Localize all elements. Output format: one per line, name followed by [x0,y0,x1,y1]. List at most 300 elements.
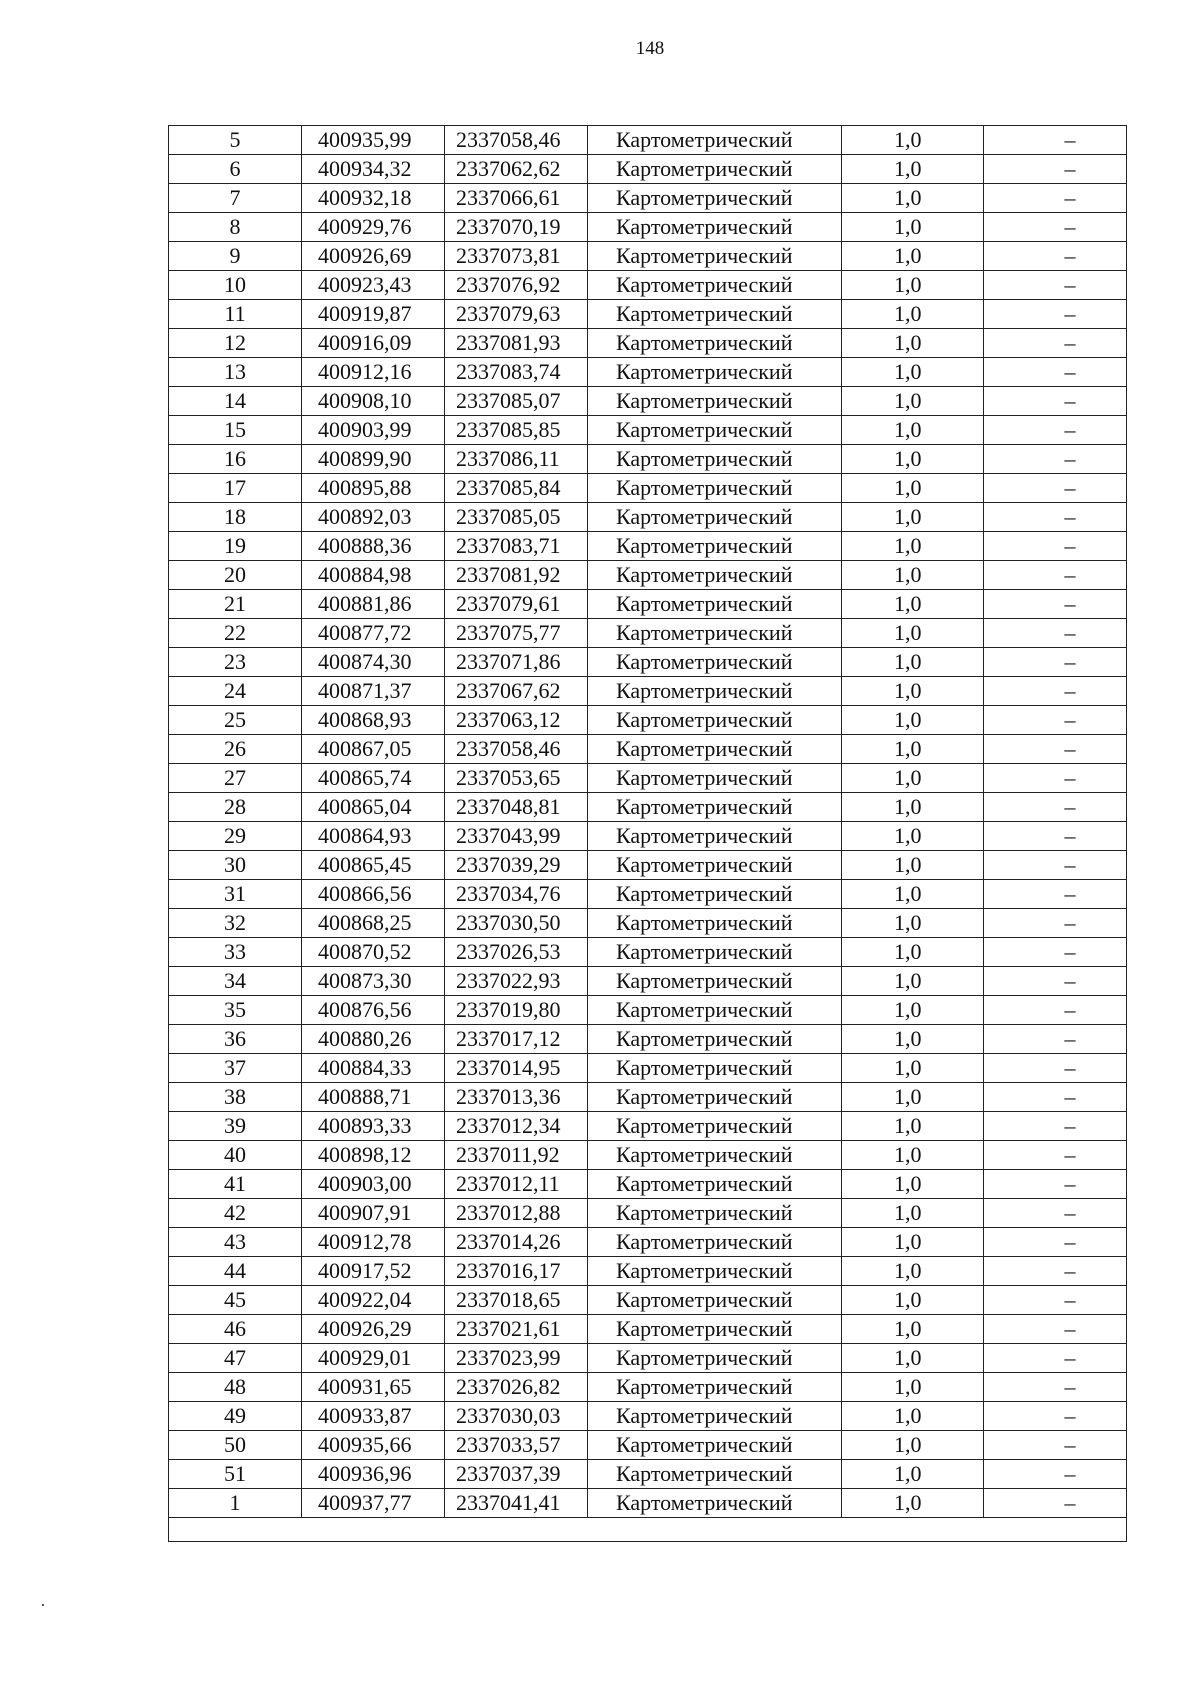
x-coordinate-cell: 400916,09 [302,329,445,358]
point-number-cell: 21 [169,590,302,619]
y-coordinate-cell: 2337014,26 [445,1228,588,1257]
y-coordinate-cell: 2337022,93 [445,967,588,996]
description-cell: – [984,503,1127,532]
precision-cell: 1,0 [842,793,984,822]
precision-cell: 1,0 [842,1460,984,1489]
point-number-cell: 51 [169,1460,302,1489]
point-number-cell: 15 [169,416,302,445]
table-row [169,1489,1127,1518]
y-coordinate-cell: 2337033,57 [445,1431,588,1460]
point-number-cell: 37 [169,1054,302,1083]
method-cell: Картометрический [588,619,842,648]
table-row [169,1112,1127,1141]
method-cell: Картометрический [588,213,842,242]
description-cell: – [984,155,1127,184]
point-number-cell: 36 [169,1025,302,1054]
table-row [169,909,1127,938]
y-coordinate-cell: 2337026,82 [445,1373,588,1402]
method-cell: Картометрический [588,300,842,329]
table-row [169,1228,1127,1257]
x-coordinate-cell: 400877,72 [302,619,445,648]
x-coordinate-cell: 400912,78 [302,1228,445,1257]
x-coordinate-cell: 400865,74 [302,764,445,793]
description-cell: – [984,300,1127,329]
y-coordinate-cell: 2337085,84 [445,474,588,503]
method-cell: Картометрический [588,590,842,619]
description-cell: – [984,1170,1127,1199]
point-number-cell: 34 [169,967,302,996]
point-number-cell: 38 [169,1083,302,1112]
method-cell: Картометрический [588,996,842,1025]
table-row [169,155,1127,184]
method-cell: Картометрический [588,706,842,735]
precision-cell: 1,0 [842,242,984,271]
method-cell: Картометрический [588,851,842,880]
method-cell: Картометрический [588,648,842,677]
description-cell: – [984,851,1127,880]
method-cell: Картометрический [588,1025,842,1054]
precision-cell: 1,0 [842,416,984,445]
method-cell: Картометрический [588,126,842,155]
point-number-cell: 46 [169,1315,302,1344]
y-coordinate-cell: 2337085,07 [445,387,588,416]
precision-cell: 1,0 [842,503,984,532]
method-cell: Картометрический [588,242,842,271]
point-number-cell: 23 [169,648,302,677]
y-coordinate-cell: 2337085,05 [445,503,588,532]
y-coordinate-cell: 2337034,76 [445,880,588,909]
point-number-cell: 28 [169,793,302,822]
method-cell: Картометрический [588,1402,842,1431]
point-number-cell: 12 [169,329,302,358]
y-coordinate-cell: 2337018,65 [445,1286,588,1315]
y-coordinate-cell: 2337085,85 [445,416,588,445]
y-coordinate-cell: 2337075,77 [445,619,588,648]
x-coordinate-cell: 400892,03 [302,503,445,532]
description-cell: – [984,213,1127,242]
point-number-cell: 20 [169,561,302,590]
method-cell: Картометрический [588,1489,842,1518]
y-coordinate-cell: 2337079,61 [445,590,588,619]
precision-cell: 1,0 [842,300,984,329]
method-cell: Картометрический [588,909,842,938]
precision-cell: 1,0 [842,1170,984,1199]
y-coordinate-cell: 2337013,36 [445,1083,588,1112]
x-coordinate-cell: 400876,56 [302,996,445,1025]
point-number-cell: 1 [169,1489,302,1518]
precision-cell: 1,0 [842,1141,984,1170]
method-cell: Картометрический [588,1373,842,1402]
method-cell: Картометрический [588,184,842,213]
table-row [169,416,1127,445]
description-cell: – [984,474,1127,503]
method-cell: Картометрический [588,387,842,416]
precision-cell: 1,0 [842,1228,984,1257]
x-coordinate-cell: 400866,56 [302,880,445,909]
table-row [169,1054,1127,1083]
precision-cell: 1,0 [842,126,984,155]
precision-cell: 1,0 [842,329,984,358]
x-coordinate-cell: 400932,18 [302,184,445,213]
precision-cell: 1,0 [842,561,984,590]
table-row [169,1170,1127,1199]
point-number-cell: 45 [169,1286,302,1315]
table-body [169,126,1127,1542]
table-row [169,996,1127,1025]
table-row [169,532,1127,561]
y-coordinate-cell: 2337086,11 [445,445,588,474]
y-coordinate-cell: 2337012,88 [445,1199,588,1228]
precision-cell: 1,0 [842,474,984,503]
precision-cell: 1,0 [842,967,984,996]
table-row [169,938,1127,967]
y-coordinate-cell: 2337079,63 [445,300,588,329]
table-row [169,1344,1127,1373]
method-cell: Картометрический [588,561,842,590]
description-cell: – [984,967,1127,996]
y-coordinate-cell: 2337058,46 [445,735,588,764]
description-cell: – [984,1460,1127,1489]
precision-cell: 1,0 [842,1112,984,1141]
x-coordinate-cell: 400871,37 [302,677,445,706]
y-coordinate-cell: 2337073,81 [445,242,588,271]
table-row [169,300,1127,329]
point-number-cell: 10 [169,271,302,300]
description-cell: – [984,271,1127,300]
description-cell: – [984,1054,1127,1083]
point-number-cell: 47 [169,1344,302,1373]
method-cell: Картометрический [588,1431,842,1460]
point-number-cell: 5 [169,126,302,155]
y-coordinate-cell: 2337053,65 [445,764,588,793]
description-cell: – [984,996,1127,1025]
blank-row [169,1518,1127,1542]
description-cell: – [984,532,1127,561]
x-coordinate-cell: 400917,52 [302,1257,445,1286]
point-number-cell: 50 [169,1431,302,1460]
description-cell: – [984,184,1127,213]
x-coordinate-cell: 400888,36 [302,532,445,561]
description-cell: – [984,1431,1127,1460]
y-coordinate-cell: 2337063,12 [445,706,588,735]
y-coordinate-cell: 2337012,11 [445,1170,588,1199]
point-number-cell: 49 [169,1402,302,1431]
description-cell: – [984,909,1127,938]
table-row [169,967,1127,996]
method-cell: Картометрический [588,677,842,706]
point-number-cell: 33 [169,938,302,967]
x-coordinate-cell: 400937,77 [302,1489,445,1518]
x-coordinate-cell: 400898,12 [302,1141,445,1170]
point-number-cell: 39 [169,1112,302,1141]
method-cell: Картометрический [588,938,842,967]
point-number-cell: 30 [169,851,302,880]
y-coordinate-cell: 2337017,12 [445,1025,588,1054]
precision-cell: 1,0 [842,880,984,909]
y-coordinate-cell: 2337081,92 [445,561,588,590]
point-number-cell: 9 [169,242,302,271]
table-row [169,503,1127,532]
y-coordinate-cell: 2337043,99 [445,822,588,851]
table-row [169,590,1127,619]
point-number-cell: 7 [169,184,302,213]
method-cell: Картометрический [588,1170,842,1199]
precision-cell: 1,0 [842,1025,984,1054]
precision-cell: 1,0 [842,1054,984,1083]
description-cell: – [984,1199,1127,1228]
y-coordinate-cell: 2337039,29 [445,851,588,880]
description-cell: – [984,126,1127,155]
point-number-cell: 40 [169,1141,302,1170]
table-row [169,329,1127,358]
method-cell: Картометрический [588,1054,842,1083]
method-cell: Картометрический [588,1141,842,1170]
table-row [169,793,1127,822]
x-coordinate-cell: 400865,04 [302,793,445,822]
x-coordinate-cell: 400874,30 [302,648,445,677]
y-coordinate-cell: 2337016,17 [445,1257,588,1286]
precision-cell: 1,0 [842,619,984,648]
y-coordinate-cell: 2337037,39 [445,1460,588,1489]
description-cell: – [984,619,1127,648]
description-cell: – [984,938,1127,967]
precision-cell: 1,0 [842,706,984,735]
description-cell: – [984,1489,1127,1518]
method-cell: Картометрический [588,503,842,532]
description-cell: – [984,590,1127,619]
y-coordinate-cell: 2337083,71 [445,532,588,561]
point-number-cell: 32 [169,909,302,938]
point-number-cell: 19 [169,532,302,561]
method-cell: Картометрический [588,358,842,387]
method-cell: Картометрический [588,967,842,996]
table-row [169,706,1127,735]
y-coordinate-cell: 2337019,80 [445,996,588,1025]
y-coordinate-cell: 2337070,19 [445,213,588,242]
precision-cell: 1,0 [842,271,984,300]
scan-speck [42,1604,44,1606]
table-row [169,648,1127,677]
x-coordinate-cell: 400888,71 [302,1083,445,1112]
y-coordinate-cell: 2337067,62 [445,677,588,706]
precision-cell: 1,0 [842,764,984,793]
description-cell: – [984,561,1127,590]
precision-cell: 1,0 [842,938,984,967]
y-coordinate-cell: 2337081,93 [445,329,588,358]
precision-cell: 1,0 [842,445,984,474]
method-cell: Картометрический [588,1257,842,1286]
y-coordinate-cell: 2337011,92 [445,1141,588,1170]
x-coordinate-cell: 400926,29 [302,1315,445,1344]
page-number: 148 [635,38,665,59]
y-coordinate-cell: 2337083,74 [445,358,588,387]
precision-cell: 1,0 [842,909,984,938]
table-row [169,271,1127,300]
method-cell: Картометрический [588,155,842,184]
table-row [169,445,1127,474]
table-row [169,358,1127,387]
table-row [169,880,1127,909]
table-row [169,735,1127,764]
x-coordinate-cell: 400895,88 [302,474,445,503]
precision-cell: 1,0 [842,1402,984,1431]
point-number-cell: 6 [169,155,302,184]
point-number-cell: 16 [169,445,302,474]
point-number-cell: 13 [169,358,302,387]
method-cell: Картометрический [588,735,842,764]
precision-cell: 1,0 [842,1431,984,1460]
precision-cell: 1,0 [842,155,984,184]
description-cell: – [984,793,1127,822]
description-cell: – [984,358,1127,387]
table-row [169,242,1127,271]
method-cell: Картометрический [588,1286,842,1315]
x-coordinate-cell: 400873,30 [302,967,445,996]
method-cell: Картометрический [588,474,842,503]
description-cell: – [984,735,1127,764]
table-row [169,1286,1127,1315]
y-coordinate-cell: 2337062,62 [445,155,588,184]
y-coordinate-cell: 2337071,86 [445,648,588,677]
table-row [169,1257,1127,1286]
table-row [169,1402,1127,1431]
method-cell: Картометрический [588,329,842,358]
description-cell: – [984,1315,1127,1344]
description-cell: – [984,1402,1127,1431]
x-coordinate-cell: 400880,26 [302,1025,445,1054]
table-row [169,851,1127,880]
table-row [169,1315,1127,1344]
point-number-cell: 35 [169,996,302,1025]
point-number-cell: 29 [169,822,302,851]
y-coordinate-cell: 2337030,50 [445,909,588,938]
description-cell: – [984,1141,1127,1170]
x-coordinate-cell: 400864,93 [302,822,445,851]
precision-cell: 1,0 [842,1489,984,1518]
table-row [169,561,1127,590]
table-row [169,677,1127,706]
precision-cell: 1,0 [842,184,984,213]
point-number-cell: 43 [169,1228,302,1257]
method-cell: Картометрический [588,445,842,474]
table-row [169,1025,1127,1054]
description-cell: – [984,1373,1127,1402]
x-coordinate-cell: 400893,33 [302,1112,445,1141]
method-cell: Картометрический [588,1460,842,1489]
x-coordinate-cell: 400935,99 [302,126,445,155]
method-cell: Картометрический [588,764,842,793]
method-cell: Картометрический [588,793,842,822]
point-number-cell: 24 [169,677,302,706]
description-cell: – [984,1286,1127,1315]
precision-cell: 1,0 [842,532,984,561]
table-row [169,184,1127,213]
description-cell: – [984,764,1127,793]
x-coordinate-cell: 400923,43 [302,271,445,300]
point-number-cell: 44 [169,1257,302,1286]
precision-cell: 1,0 [842,213,984,242]
y-coordinate-cell: 2337048,81 [445,793,588,822]
description-cell: – [984,1025,1127,1054]
table-row [169,822,1127,851]
method-cell: Картометрический [588,1083,842,1112]
table-row [169,213,1127,242]
precision-cell: 1,0 [842,735,984,764]
table-row [169,1431,1127,1460]
x-coordinate-cell: 400884,98 [302,561,445,590]
x-coordinate-cell: 400919,87 [302,300,445,329]
point-number-cell: 22 [169,619,302,648]
method-cell: Картометрический [588,1199,842,1228]
table-row [169,619,1127,648]
precision-cell: 1,0 [842,648,984,677]
table-row [169,387,1127,416]
x-coordinate-cell: 400934,32 [302,155,445,184]
method-cell: Картометрический [588,822,842,851]
description-cell: – [984,329,1127,358]
description-cell: – [984,1257,1127,1286]
method-cell: Картометрический [588,880,842,909]
point-number-cell: 31 [169,880,302,909]
point-number-cell: 14 [169,387,302,416]
point-number-cell: 17 [169,474,302,503]
x-coordinate-cell: 400933,87 [302,1402,445,1431]
point-number-cell: 41 [169,1170,302,1199]
method-cell: Картометрический [588,1344,842,1373]
table-row [169,474,1127,503]
precision-cell: 1,0 [842,1257,984,1286]
precision-cell: 1,0 [842,996,984,1025]
precision-cell: 1,0 [842,358,984,387]
x-coordinate-cell: 400868,25 [302,909,445,938]
blank-cell [169,1518,1127,1542]
table-row [169,1199,1127,1228]
y-coordinate-cell: 2337076,92 [445,271,588,300]
x-coordinate-cell: 400931,65 [302,1373,445,1402]
coordinates-table [168,125,1127,1542]
x-coordinate-cell: 400884,33 [302,1054,445,1083]
precision-cell: 1,0 [842,1286,984,1315]
point-number-cell: 48 [169,1373,302,1402]
point-number-cell: 25 [169,706,302,735]
description-cell: – [984,706,1127,735]
precision-cell: 1,0 [842,851,984,880]
description-cell: – [984,242,1127,271]
point-number-cell: 42 [169,1199,302,1228]
y-coordinate-cell: 2337041,41 [445,1489,588,1518]
x-coordinate-cell: 400903,00 [302,1170,445,1199]
precision-cell: 1,0 [842,1199,984,1228]
point-number-cell: 18 [169,503,302,532]
y-coordinate-cell: 2337023,99 [445,1344,588,1373]
precision-cell: 1,0 [842,1315,984,1344]
method-cell: Картометрический [588,1228,842,1257]
description-cell: – [984,648,1127,677]
x-coordinate-cell: 400868,93 [302,706,445,735]
y-coordinate-cell: 2337058,46 [445,126,588,155]
point-number-cell: 11 [169,300,302,329]
point-number-cell: 27 [169,764,302,793]
x-coordinate-cell: 400881,86 [302,590,445,619]
table-row [169,1460,1127,1489]
method-cell: Картометрический [588,532,842,561]
y-coordinate-cell: 2337026,53 [445,938,588,967]
precision-cell: 1,0 [842,1344,984,1373]
point-number-cell: 26 [169,735,302,764]
y-coordinate-cell: 2337030,03 [445,1402,588,1431]
description-cell: – [984,416,1127,445]
description-cell: – [984,1344,1127,1373]
